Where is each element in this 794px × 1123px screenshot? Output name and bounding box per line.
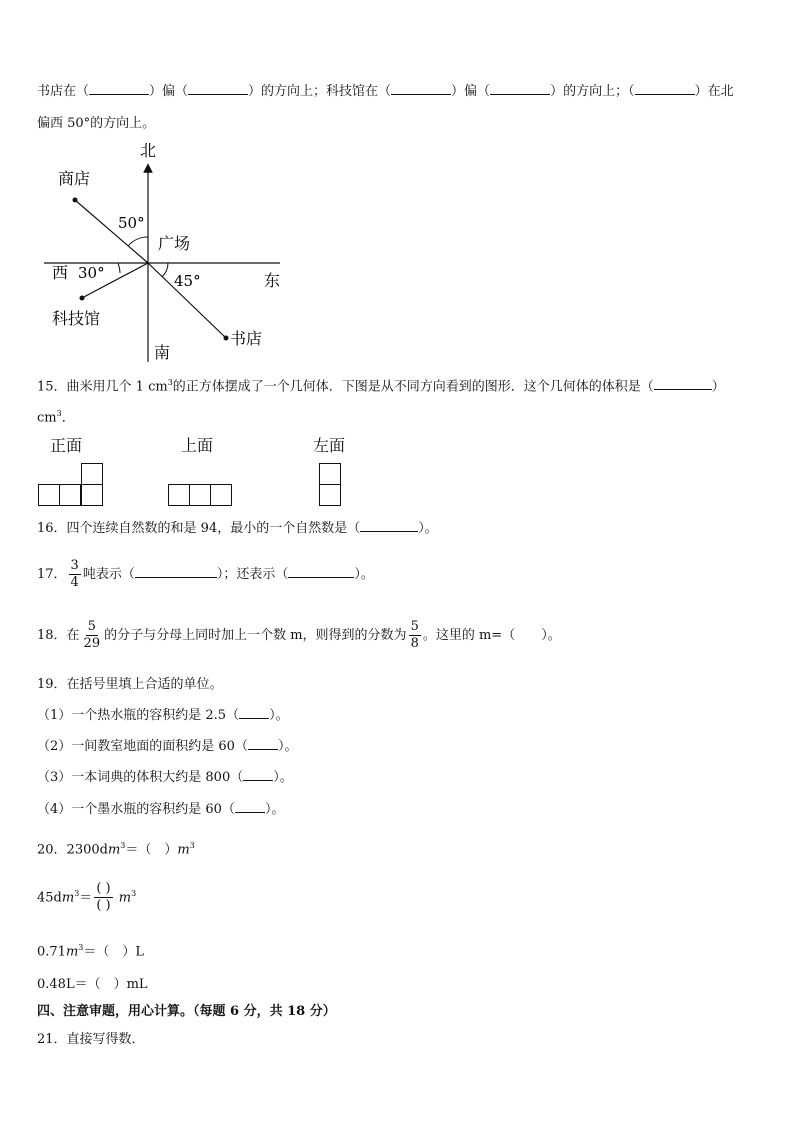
direction-diagram: [40, 136, 300, 366]
museum-label: 科技馆: [52, 309, 101, 328]
cube-square: [168, 484, 190, 506]
equals-sign: ＝: [79, 890, 93, 906]
q14-text-d: ）偏（: [451, 84, 491, 99]
fraction-denominator: ( ): [96, 898, 111, 914]
unit-m: m: [107, 842, 121, 858]
fraction-numerator: 5: [410, 619, 419, 634]
bookstore-point: [224, 336, 229, 341]
q20-text: 45d: [37, 890, 62, 906]
answer-blank[interactable]: [360, 519, 418, 532]
q18: [37, 618, 561, 654]
q20-line3: [37, 938, 144, 962]
unit-m: m: [177, 842, 190, 858]
cube-square: [59, 484, 81, 506]
west-label: 西: [52, 263, 69, 282]
answer-blank[interactable]: [490, 82, 550, 95]
q19-item-text: （2）一间教室地面的面积约是 60（: [37, 739, 248, 754]
q15-end: ．: [61, 410, 75, 426]
q17-text-c: ）。: [354, 567, 374, 582]
q20-text: 0.71: [37, 944, 66, 960]
q20-line1: [37, 836, 195, 860]
answer-blank[interactable]: [635, 82, 695, 95]
cube-square: [319, 463, 341, 485]
q20-line4: 0.48L＝（ ）mL: [37, 977, 148, 992]
unit-sup: 3: [131, 889, 137, 898]
answer-blank[interactable]: [248, 737, 278, 750]
fraction-five-twentyninths: [82, 619, 103, 652]
shop-label: 商店: [58, 169, 91, 188]
q21: 21．直接写得数．: [37, 1032, 145, 1047]
q19-item: [37, 737, 297, 757]
q19-item: [37, 706, 289, 726]
q20-text: 20．2300d: [37, 842, 108, 858]
angle-label-north-west: 50°: [118, 214, 145, 232]
q14-text-b: ）偏（: [149, 84, 189, 99]
angle-arc-east: [162, 263, 168, 277]
fraction-numerator: 5: [87, 619, 96, 634]
q15-unit: cm: [37, 410, 57, 426]
q17-prefix: 17．: [37, 567, 67, 582]
cube-square: [81, 463, 103, 485]
angle-arc-west: [118, 263, 120, 273]
q19-title: 19．在括号里填上合适的单位。: [37, 677, 223, 692]
fraction-denominator: 4: [70, 575, 79, 590]
angle-arc-north-west: [128, 237, 148, 246]
q20-line2: [37, 874, 136, 918]
answer-blank[interactable]: [654, 377, 712, 390]
angle-label-west: 30°: [78, 264, 105, 282]
unit-sup: 3: [78, 943, 84, 952]
museum-point: [80, 296, 85, 301]
q19-item: [37, 768, 293, 788]
fraction-denominator: 29: [83, 636, 101, 651]
top-view-label: 上面: [181, 436, 214, 455]
answer-blank[interactable]: [243, 768, 273, 781]
q14-text-c: ）的方向上；科技馆在（: [248, 84, 392, 99]
q19-item-text: （4）一个墨水瓶的容积约是 60（: [37, 802, 235, 817]
answer-blank[interactable]: [235, 800, 265, 813]
answer-blank[interactable]: [239, 706, 269, 719]
q19-item-end: ）。: [277, 739, 298, 754]
cube-square: [319, 484, 341, 506]
fraction-five-eighths: [409, 619, 421, 652]
answer-blank[interactable]: [391, 82, 451, 95]
q17-text-b: ）；还表示（: [216, 567, 289, 582]
q14-text-a: 书店在（: [37, 84, 90, 99]
q15-text-a: 15．曲米用几个 1 cm: [37, 379, 168, 395]
q15-text-c: ）: [711, 379, 725, 395]
q16-text-b: ）。: [418, 521, 438, 536]
q19-item-end: ）。: [264, 802, 285, 817]
q18-text-a: 18．在: [37, 628, 80, 643]
q19-item-end: ）。: [273, 770, 293, 785]
unit-m: m: [65, 944, 79, 960]
answer-blank[interactable]: [135, 565, 217, 578]
north-label: 北: [140, 141, 157, 160]
q19-item-text: （3）一本词典的体积大约是 800（: [37, 770, 244, 785]
shop-point: [73, 198, 78, 203]
fraction-blank[interactable]: [94, 881, 112, 914]
unit-sup: 3: [120, 841, 126, 850]
cube-square: [38, 484, 60, 506]
q16: [37, 519, 438, 539]
q18-text-c: 。这里的 m=（ ）。: [422, 628, 561, 643]
q15-sup: 3: [167, 378, 173, 387]
square-label: 广场: [158, 234, 191, 253]
unit-sup: 3: [189, 841, 195, 850]
q19-item-text: （1）一个热水瓶的容积约是 2.5（: [37, 708, 240, 723]
bookstore-label: 书店: [230, 329, 263, 348]
q19-item: [37, 800, 284, 820]
q15-line2: [37, 404, 75, 428]
q17-text-a: 吨表示（: [82, 567, 135, 582]
angle-label-east: 45°: [174, 272, 201, 290]
fraction-three-quarters: [69, 558, 81, 591]
q14-line1: [37, 82, 734, 102]
unit-sup: 3: [74, 889, 80, 898]
section-heading: 四、注意审题，用心计算。（每题 6 分，共 18 分）: [37, 1004, 336, 1019]
q16-text-a: 16．四个连续自然数的和是 94，最小的一个自然数是（: [37, 521, 361, 536]
front-view-label: 正面: [50, 436, 83, 455]
q14-text-e: ）的方向上；（: [550, 84, 635, 99]
left-view-label: 左面: [313, 436, 346, 455]
cube-square: [210, 484, 232, 506]
answer-blank[interactable]: [89, 82, 149, 95]
fraction-numerator: ( ): [96, 881, 111, 897]
q17: [37, 557, 374, 593]
south-label: 南: [154, 343, 171, 362]
cube-square: [189, 484, 211, 506]
unit-m: m: [118, 890, 132, 906]
east-label: 东: [264, 271, 281, 290]
answer-blank[interactable]: [288, 565, 354, 578]
cube-square: [81, 484, 103, 506]
q20-text: ＝（ ）: [125, 842, 178, 858]
q15-unit-sup: 3: [56, 409, 62, 418]
q20-text: ＝（ ）L: [83, 944, 145, 960]
fraction-numerator: 3: [70, 558, 79, 573]
fraction-denominator: 8: [410, 636, 419, 651]
q14-text-f: ）在北: [694, 84, 734, 99]
q19-item-end: ）。: [269, 708, 289, 723]
unit-m: m: [61, 890, 75, 906]
q15-line1: [37, 373, 725, 397]
answer-blank[interactable]: [188, 82, 248, 95]
q18-text-b: 的分子与分母上同时加上一个数 m，则得到的分数为: [104, 628, 407, 643]
q14-line2: 偏西 50°的方向上。: [37, 116, 156, 131]
q15-text-b: 的正方体摆成了一个几何体．下图是从不同方向看到的图形．这个几何体的体积是（: [172, 379, 654, 395]
